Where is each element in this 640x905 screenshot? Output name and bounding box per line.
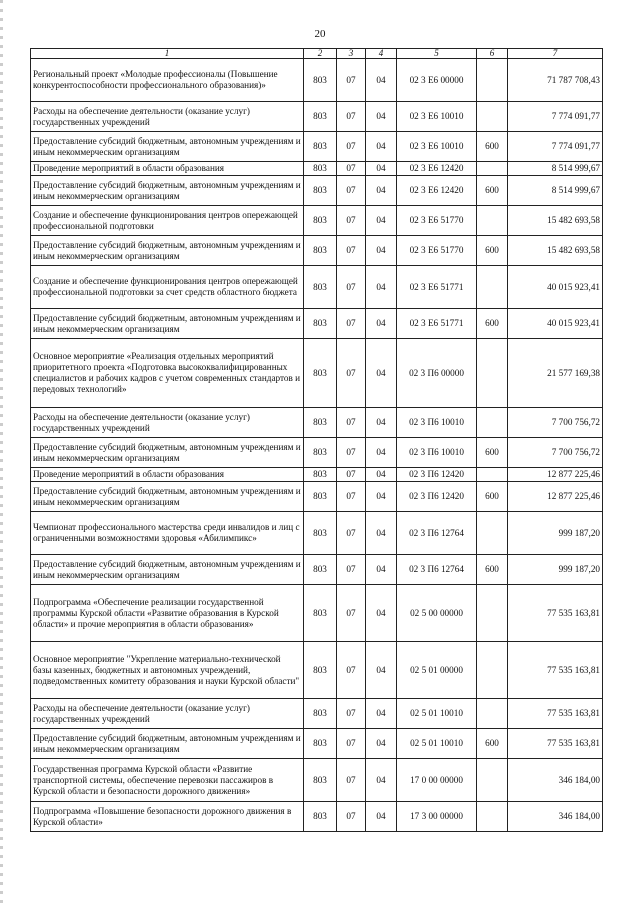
row-target-code-cell: 02 3 П6 12764: [397, 512, 477, 555]
table-row: [31, 309, 603, 339]
row-name-cell: Создание и обеспечение функционирования центров опережающей профессиональной подготовки за счет средств областного бюджета: [31, 266, 304, 309]
row-section-cell: 07: [337, 759, 366, 802]
row-section-cell: 07: [337, 408, 366, 438]
row-amount-cell: 21 577 169,38: [508, 339, 603, 408]
row-subsection-cell: 04: [366, 642, 397, 699]
row-target-code-cell: 02 3 П6 12764: [397, 555, 477, 585]
column-header: 3: [337, 49, 366, 59]
column-header: 6: [477, 49, 508, 59]
row-target-code-cell: 02 3 П6 12420: [397, 468, 477, 482]
row-expense-type-cell: 600: [477, 555, 508, 585]
row-ministry-code-cell: 803: [304, 699, 337, 729]
row-amount-cell: 40 015 923,41: [508, 309, 603, 339]
row-section-cell: 07: [337, 585, 366, 642]
row-ministry-code-cell: 803: [304, 729, 337, 759]
row-ministry-code-cell: 803: [304, 642, 337, 699]
scan-edge-mark: [0, 0, 3, 905]
row-section-cell: 07: [337, 729, 366, 759]
table-row: [31, 699, 603, 729]
row-target-code-cell: 02 5 00 00000: [397, 585, 477, 642]
row-ministry-code-cell: 803: [304, 339, 337, 408]
row-ministry-code-cell: 803: [304, 759, 337, 802]
row-target-code-cell: 02 3 Е6 51771: [397, 309, 477, 339]
table-row: [31, 482, 603, 512]
row-section-cell: 07: [337, 802, 366, 832]
row-amount-cell: 77 535 163,81: [508, 729, 603, 759]
table-row: [31, 162, 603, 176]
row-subsection-cell: 04: [366, 729, 397, 759]
row-amount-cell: 77 535 163,81: [508, 642, 603, 699]
row-target-code-cell: 17 3 00 00000: [397, 802, 477, 832]
row-amount-cell: 15 482 693,58: [508, 236, 603, 266]
row-ministry-code-cell: 803: [304, 468, 337, 482]
row-subsection-cell: 04: [366, 699, 397, 729]
row-amount-cell: 7 774 091,77: [508, 132, 603, 162]
row-subsection-cell: 04: [366, 512, 397, 555]
row-ministry-code-cell: 803: [304, 176, 337, 206]
row-ministry-code-cell: 803: [304, 408, 337, 438]
row-ministry-code-cell: 803: [304, 555, 337, 585]
row-name-cell: Создание и обеспечение функционирования центров опережающей профессиональной подготовки: [31, 206, 304, 236]
row-subsection-cell: 04: [366, 555, 397, 585]
row-name-cell: Подпрограмма «Обеспечение реализации государственной программы Курской области «Развитие образования в Курской области» и прочие мероприятия в области образования»: [31, 585, 304, 642]
row-expense-type-cell: [477, 759, 508, 802]
row-section-cell: 07: [337, 59, 366, 102]
row-section-cell: 07: [337, 339, 366, 408]
row-expense-type-cell: [477, 699, 508, 729]
row-subsection-cell: 04: [366, 59, 397, 102]
row-section-cell: 07: [337, 482, 366, 512]
table-row: [31, 206, 603, 236]
row-name-cell: Проведение мероприятий в области образования: [31, 162, 304, 176]
row-expense-type-cell: [477, 802, 508, 832]
row-expense-type-cell: [477, 512, 508, 555]
row-amount-cell: 15 482 693,58: [508, 206, 603, 236]
row-ministry-code-cell: 803: [304, 585, 337, 642]
table-row: [31, 236, 603, 266]
row-amount-cell: 999 187,20: [508, 512, 603, 555]
row-ministry-code-cell: 803: [304, 309, 337, 339]
row-section-cell: 07: [337, 555, 366, 585]
row-expense-type-cell: 600: [477, 438, 508, 468]
row-target-code-cell: 02 5 01 10010: [397, 729, 477, 759]
column-header: 5: [397, 49, 477, 59]
row-amount-cell: 8 514 999,67: [508, 162, 603, 176]
table-row: [31, 438, 603, 468]
row-name-cell: Предоставление субсидий бюджетным, автономным учреждениям и иным некоммерческим организациям: [31, 482, 304, 512]
row-expense-type-cell: 600: [477, 729, 508, 759]
row-target-code-cell: 02 3 П6 10010: [397, 408, 477, 438]
row-expense-type-cell: [477, 266, 508, 309]
row-subsection-cell: 04: [366, 102, 397, 132]
row-section-cell: 07: [337, 102, 366, 132]
row-ministry-code-cell: 803: [304, 132, 337, 162]
row-name-cell: Предоставление субсидий бюджетным, автономным учреждениям и иным некоммерческим организациям: [31, 236, 304, 266]
page-number: 20: [314, 28, 326, 40]
row-amount-cell: 77 535 163,81: [508, 699, 603, 729]
row-section-cell: 07: [337, 162, 366, 176]
row-expense-type-cell: 600: [477, 132, 508, 162]
row-subsection-cell: 04: [366, 162, 397, 176]
table-row: [31, 759, 603, 802]
row-name-cell: Региональный проект «Молодые профессионалы (Повышение конкурентоспособности профессионального образования)»: [31, 59, 304, 102]
row-amount-cell: 8 514 999,67: [508, 176, 603, 206]
row-target-code-cell: 02 5 01 00000: [397, 642, 477, 699]
table-header-row: [31, 49, 603, 59]
row-expense-type-cell: [477, 206, 508, 236]
table-row: [31, 585, 603, 642]
row-ministry-code-cell: 803: [304, 512, 337, 555]
row-section-cell: 07: [337, 309, 366, 339]
row-ministry-code-cell: 803: [304, 162, 337, 176]
row-amount-cell: 40 015 923,41: [508, 266, 603, 309]
row-section-cell: 07: [337, 236, 366, 266]
row-amount-cell: 77 535 163,81: [508, 585, 603, 642]
row-target-code-cell: 02 3 Е6 12420: [397, 162, 477, 176]
row-name-cell: Основное мероприятие "Укрепление материально-технической базы казенных, бюджетных и автономных учреждений, подведомственных комитету образования и науки Курской области": [31, 642, 304, 699]
row-ministry-code-cell: 803: [304, 102, 337, 132]
row-section-cell: 07: [337, 642, 366, 699]
row-name-cell: Чемпионат профессионального мастерства среди инвалидов и лиц с ограниченными возможностями здоровья «Абилимпикс»: [31, 512, 304, 555]
table-row: [31, 132, 603, 162]
table-row: [31, 102, 603, 132]
table-row: [31, 59, 603, 102]
row-target-code-cell: 02 3 Е6 51771: [397, 266, 477, 309]
table-row: [31, 468, 603, 482]
row-subsection-cell: 04: [366, 132, 397, 162]
row-subsection-cell: 04: [366, 438, 397, 468]
row-subsection-cell: 04: [366, 266, 397, 309]
row-section-cell: 07: [337, 266, 366, 309]
row-name-cell: Предоставление субсидий бюджетным, автономным учреждениям и иным некоммерческим организациям: [31, 555, 304, 585]
row-subsection-cell: 04: [366, 759, 397, 802]
table-row: [31, 512, 603, 555]
row-ministry-code-cell: 803: [304, 482, 337, 512]
row-name-cell: Расходы на обеспечение деятельности (оказание услуг) государственных учреждений: [31, 699, 304, 729]
row-expense-type-cell: 600: [477, 236, 508, 266]
row-name-cell: Предоставление субсидий бюджетным, автономным учреждениям и иным некоммерческим организациям: [31, 729, 304, 759]
table-row: [31, 339, 603, 408]
row-expense-type-cell: [477, 339, 508, 408]
row-subsection-cell: 04: [366, 468, 397, 482]
row-amount-cell: 71 787 708,43: [508, 59, 603, 102]
row-amount-cell: 346 184,00: [508, 802, 603, 832]
table-row: [31, 408, 603, 438]
row-target-code-cell: 02 3 П6 00000: [397, 339, 477, 408]
row-name-cell: Предоставление субсидий бюджетным, автономным учреждениям и иным некоммерческим организациям: [31, 176, 304, 206]
row-expense-type-cell: [477, 642, 508, 699]
row-expense-type-cell: [477, 468, 508, 482]
row-amount-cell: 12 877 225,46: [508, 482, 603, 512]
row-amount-cell: 12 877 225,46: [508, 468, 603, 482]
row-section-cell: 07: [337, 512, 366, 555]
row-target-code-cell: 02 3 Е6 10010: [397, 102, 477, 132]
row-target-code-cell: 02 3 П6 10010: [397, 438, 477, 468]
row-expense-type-cell: [477, 102, 508, 132]
row-target-code-cell: 02 5 01 10010: [397, 699, 477, 729]
row-target-code-cell: 02 3 П6 12420: [397, 482, 477, 512]
row-name-cell: Предоставление субсидий бюджетным, автономным учреждениям и иным некоммерческим организациям: [31, 309, 304, 339]
row-target-code-cell: 02 3 Е6 51770: [397, 236, 477, 266]
row-name-cell: Проведение мероприятий в области образования: [31, 468, 304, 482]
table-row: [31, 555, 603, 585]
row-name-cell: Государственная программа Курской области «Развитие транспортной системы, обеспечение перевозки пассажиров в Курской области и безопасности дорожного движения»: [31, 759, 304, 802]
column-header: 7: [508, 49, 603, 59]
row-expense-type-cell: [477, 162, 508, 176]
row-section-cell: 07: [337, 132, 366, 162]
table-row: [31, 266, 603, 309]
row-expense-type-cell: [477, 59, 508, 102]
row-expense-type-cell: 600: [477, 176, 508, 206]
row-subsection-cell: 04: [366, 309, 397, 339]
row-amount-cell: 346 184,00: [508, 759, 603, 802]
row-expense-type-cell: 600: [477, 482, 508, 512]
row-section-cell: 07: [337, 468, 366, 482]
row-amount-cell: 7 700 756,72: [508, 438, 603, 468]
row-subsection-cell: 04: [366, 206, 397, 236]
row-subsection-cell: 04: [366, 802, 397, 832]
column-header: 2: [304, 49, 337, 59]
table-body: [31, 59, 603, 832]
row-subsection-cell: 04: [366, 408, 397, 438]
row-section-cell: 07: [337, 206, 366, 236]
table-row: [31, 642, 603, 699]
row-expense-type-cell: [477, 408, 508, 438]
row-ministry-code-cell: 803: [304, 266, 337, 309]
row-subsection-cell: 04: [366, 339, 397, 408]
row-expense-type-cell: 600: [477, 309, 508, 339]
row-name-cell: Основное мероприятие «Реализация отдельных мероприятий приоритетного проекта «Подготовка высококвалифицированных специалистов и рабочих кадров с учетом современных стандартов и передовых технологий»: [31, 339, 304, 408]
row-name-cell: Предоставление субсидий бюджетным, автономным учреждениям и иным некоммерческим организациям: [31, 438, 304, 468]
row-name-cell: Расходы на обеспечение деятельности (оказание услуг) государственных учреждений: [31, 102, 304, 132]
row-target-code-cell: 02 3 Е6 12420: [397, 176, 477, 206]
row-amount-cell: 7 774 091,77: [508, 102, 603, 132]
table-row: [31, 802, 603, 832]
budget-table: [30, 48, 603, 832]
table-row: [31, 176, 603, 206]
row-section-cell: 07: [337, 176, 366, 206]
table-row: [31, 729, 603, 759]
row-name-cell: Подпрограмма «Повышение безопасности дорожного движения в Курской области»: [31, 802, 304, 832]
row-name-cell: Расходы на обеспечение деятельности (оказание услуг) государственных учреждений: [31, 408, 304, 438]
row-amount-cell: 7 700 756,72: [508, 408, 603, 438]
column-header: 1: [31, 49, 304, 59]
row-subsection-cell: 04: [366, 585, 397, 642]
row-target-code-cell: 17 0 00 00000: [397, 759, 477, 802]
row-subsection-cell: 04: [366, 236, 397, 266]
row-subsection-cell: 04: [366, 482, 397, 512]
row-section-cell: 07: [337, 699, 366, 729]
row-ministry-code-cell: 803: [304, 206, 337, 236]
row-target-code-cell: 02 3 Е6 10010: [397, 132, 477, 162]
row-target-code-cell: 02 3 Е6 00000: [397, 59, 477, 102]
row-expense-type-cell: [477, 585, 508, 642]
row-ministry-code-cell: 803: [304, 59, 337, 102]
row-amount-cell: 999 187,20: [508, 555, 603, 585]
row-ministry-code-cell: 803: [304, 236, 337, 266]
row-subsection-cell: 04: [366, 176, 397, 206]
row-target-code-cell: 02 3 Е6 51770: [397, 206, 477, 236]
row-ministry-code-cell: 803: [304, 802, 337, 832]
row-section-cell: 07: [337, 438, 366, 468]
column-header: 4: [366, 49, 397, 59]
row-name-cell: Предоставление субсидий бюджетным, автономным учреждениям и иным некоммерческим организациям: [31, 132, 304, 162]
row-ministry-code-cell: 803: [304, 438, 337, 468]
